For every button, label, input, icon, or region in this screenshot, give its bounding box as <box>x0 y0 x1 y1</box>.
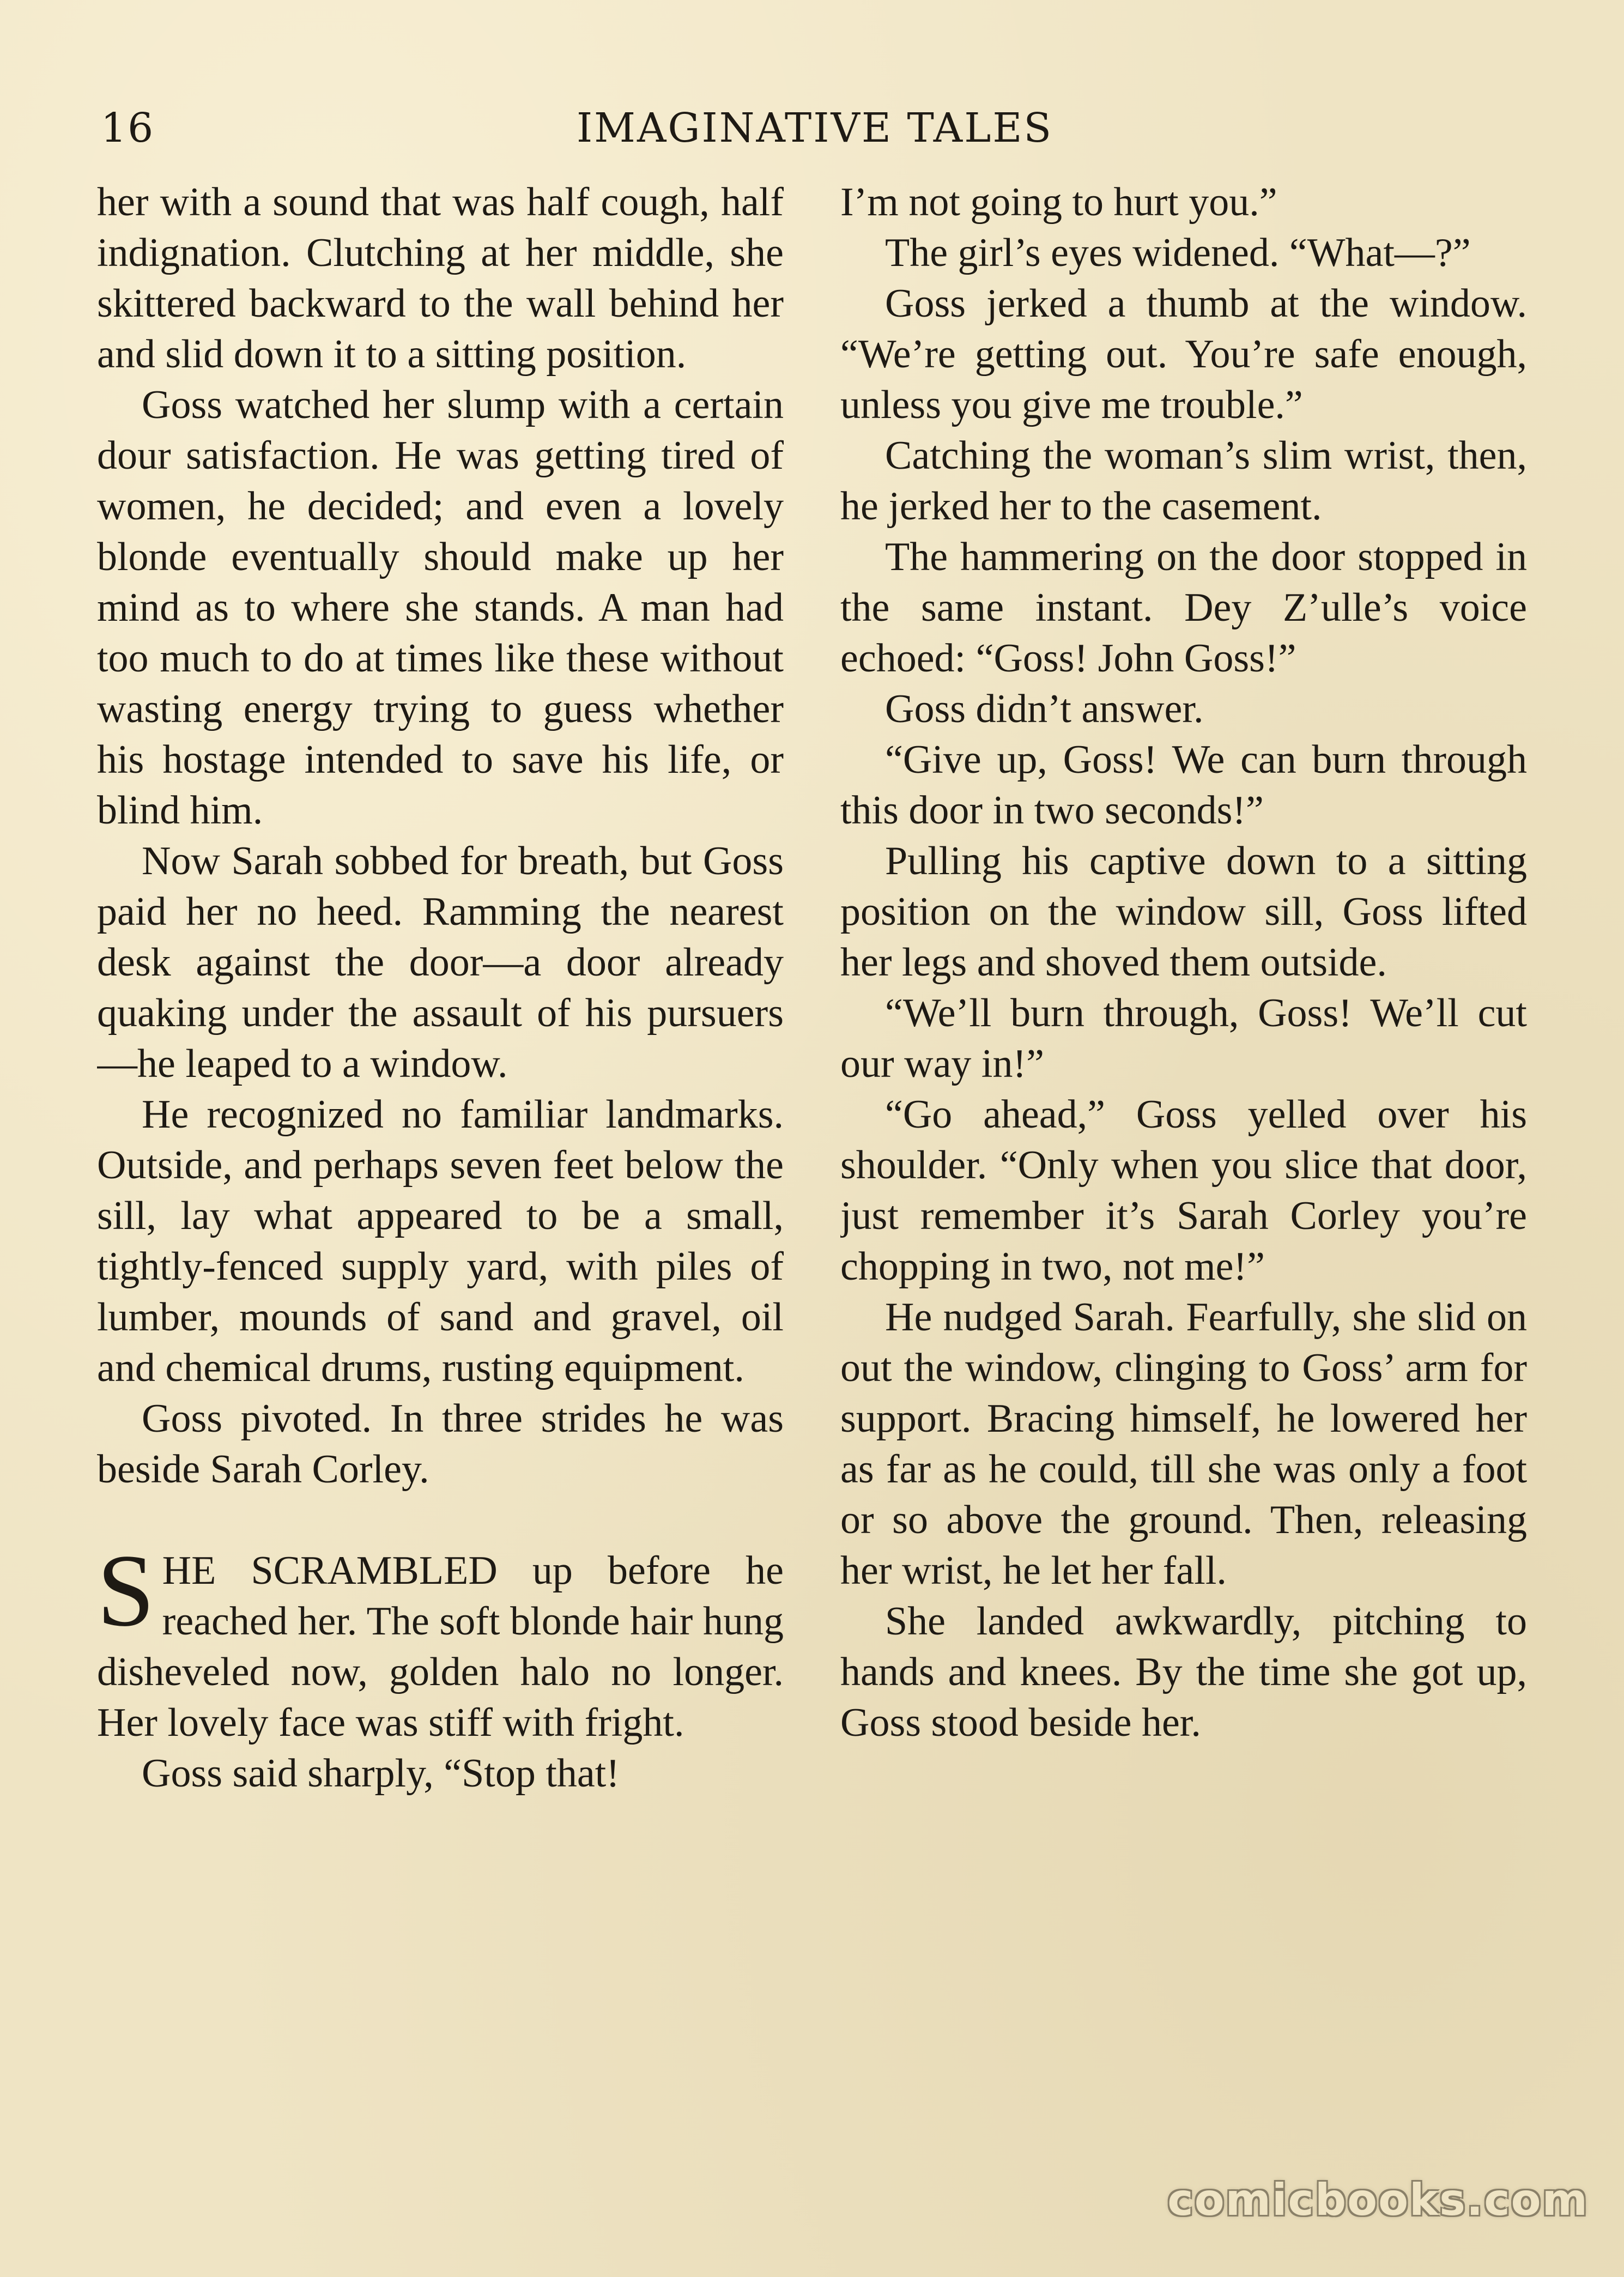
paragraph: Goss pivoted. In three strides he was beside Sarah Corley. <box>97 1396 784 1492</box>
paragraph: Goss watched her slump with a certain dour satisfaction. He was getting tired of women, he decided; and even a lovely blonde eventually should make up her mind as to where she stands. A man had too much to do at times like these without wasting energy trying to guess whether his hostage intended to save his life, or blind him. <box>97 383 784 833</box>
paragraph: The hammering on the door stopped in the same instant. Dey Z’ulle’s voice echoed: “Goss! John Goss!” <box>840 535 1527 681</box>
watermark: comicbooks.com <box>1167 2175 1589 2225</box>
paragraph: He recognized no familiar landmarks. Outside, and perhaps seven feet below the sill, lay what appeared to be a small, tightly-fenced supply yard, with piles of lumber, mounds of sand and gravel, oil and chemical drums, rusting equipment. <box>97 1092 784 1390</box>
drop-cap: S <box>97 1534 155 1648</box>
paragraph: “Give up, Goss! We can burn through this door in two seconds!” <box>840 737 1527 833</box>
paragraph: her with a sound that was half cough, half indignation. Clutching at her middle, she skittered backward to the wall behind her and slid down it to a sitting position. <box>97 180 784 377</box>
running-head: IMAGINATIVE TALES <box>576 105 1053 152</box>
paragraph: Goss didn’t answer. <box>885 687 1204 731</box>
paragraph: The girl’s eyes widened. “What—?” <box>885 231 1471 275</box>
paragraph: She landed awkwardly, pitching to hands and knees. By the time she got up, Goss stood beside her. <box>840 1599 1527 1745</box>
section-opening-paragraph <box>97 1534 784 1748</box>
paragraph: “We’ll burn through, Goss! We’ll cut our way in!” <box>840 991 1527 1086</box>
paragraph: He nudged Sarah. Fearfully, she slid on out the window, clinging to Goss’ arm for support. Bracing himself, he lowered her as far as he could, till she was only a foot or so above the ground. Then, releasing her wrist, he let her fall. <box>840 1295 1527 1593</box>
section-opening-text: HE SCRAMBLED up before he reached her. The soft blonde hair hung disheveled now, golden halo no longer. Her lovely face was stiff with fright. <box>97 1548 784 1745</box>
right-column <box>840 177 1527 2183</box>
page-number: 16 <box>101 105 155 152</box>
paragraph-continuation: I’m not going to hurt you.” <box>840 180 1277 225</box>
page-header <box>101 98 1529 158</box>
paragraph: Pulling his captive down to a sitting position on the window sill, Goss lifted her legs and shoved them outside. <box>840 839 1527 985</box>
paragraph: “Go ahead,” Goss yelled over his shoulder. “Only when you slice that door, just remember it’s Sarah Corley you’re chopping in two, not me!” <box>840 1092 1527 1289</box>
paragraph: Now Sarah sobbed for breath, but Goss paid her no heed. Ramming the nearest desk against the door—a door already quaking under the assault of his pursuers—he leaped to a window. <box>97 839 784 1086</box>
left-column <box>97 177 784 2183</box>
paragraph: Goss said sharply, “Stop that! <box>142 1751 620 1796</box>
paragraph: Goss jerked a thumb at the window. “We’re getting out. You’re safe enough, unless you give me trouble.” <box>840 281 1527 427</box>
paragraph: Catching the woman’s slim wrist, then, he jerked her to the casement. <box>840 433 1527 529</box>
